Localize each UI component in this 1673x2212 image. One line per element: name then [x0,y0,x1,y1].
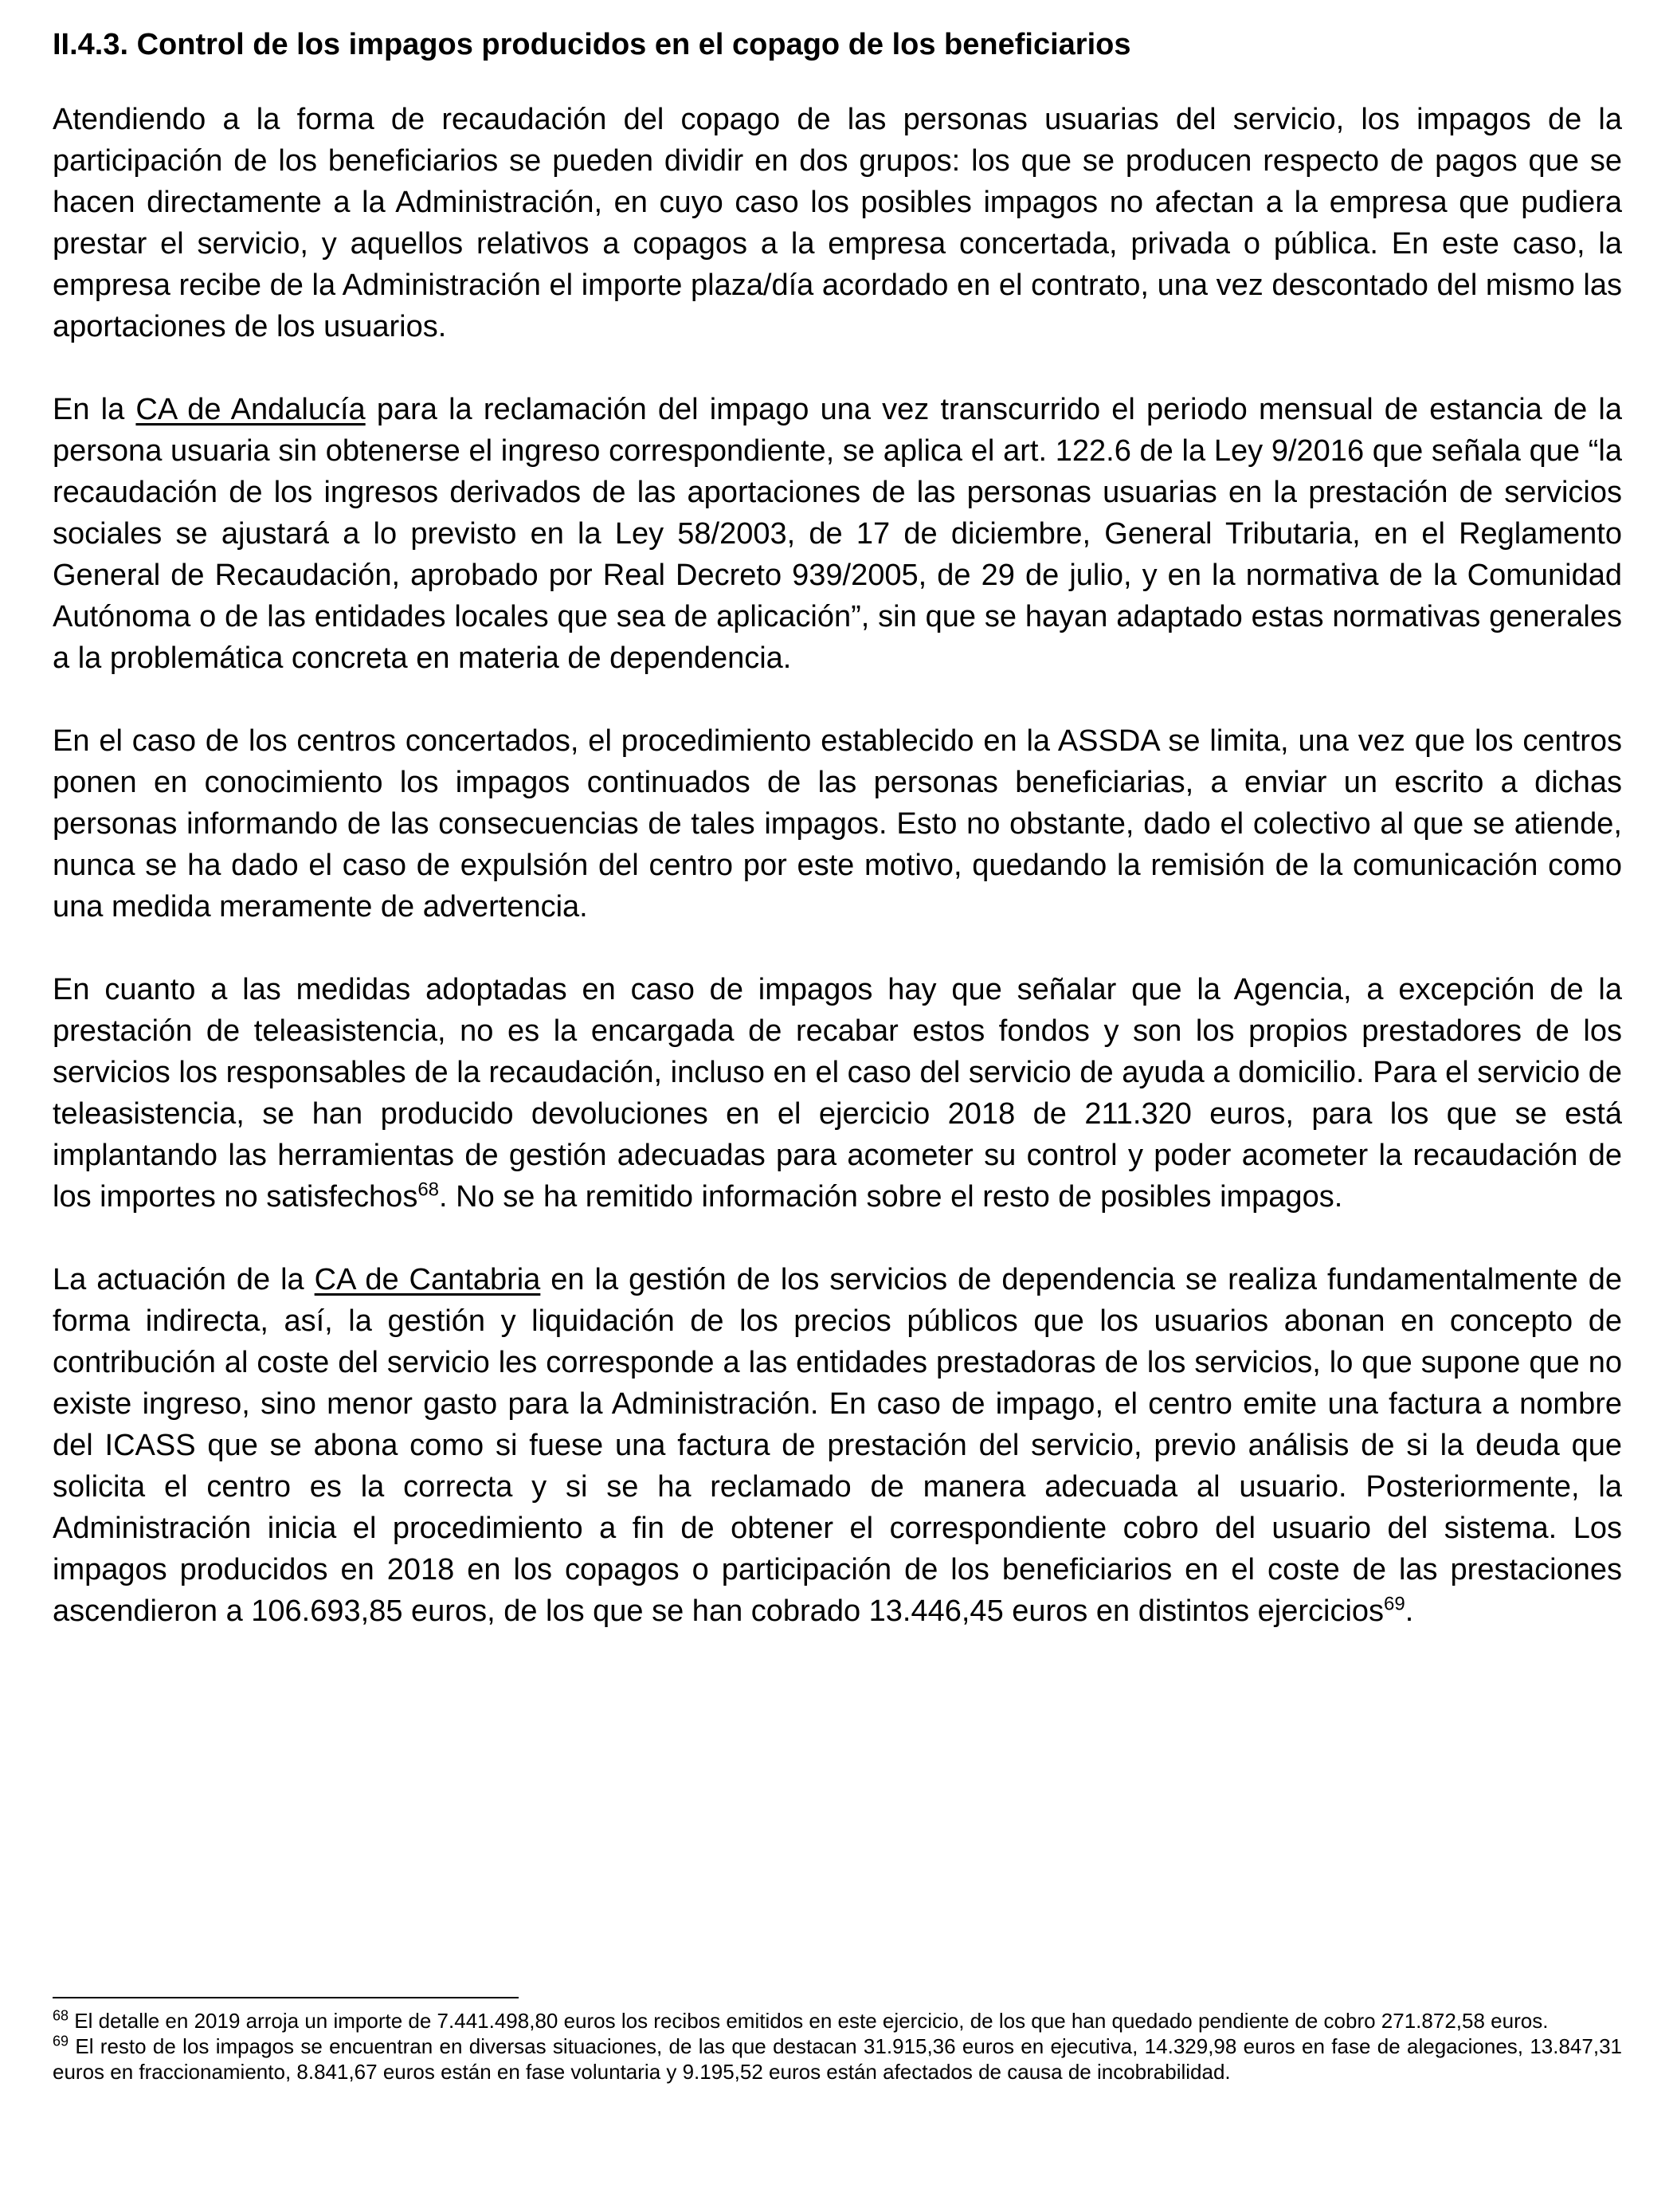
paragraph-text: en la gestión de los servicios de dependencia se realiza fundamentalmente de forma indirecta, así, la gestión y liquidación de los precios públicos que los usuarios abonan en concepto de contribución al coste del servicio les corresponde a las entidades prestadoras de los servicios, lo que supone que no existe ingreso, sino menor gasto para la Administración. En caso de impago, el centro emite una factura a nombre del ICASS que se abona como si fuese una factura de prestación del servicio, previo análisis de si la deuda que solicita el centro es la correcta y si se ha reclamado de manera adecuada al usuario. Posteriormente, la Administración inicia el procedimiento a fin de obtener el correspondiente cobro del usuario del sistema. Los impagos producidos en 2018 en los copagos o participación de los beneficiarios en el coste de las prestaciones ascendieron a 106.693,85 euros, de los que se han cobrado 13.446,45 euros en distintos ejercicios [53,1263,1622,1628]
footnote-69 [53,2034,1622,2085]
paragraph-text: . [1405,1594,1414,1628]
paragraph-text: En la [53,393,136,426]
paragraph-text: En cuanto a las medidas adoptadas en caso de impagos hay que señalar que la Agencia, a excepción de la prestación de teleasistencia, no es la encargada de recabar estos fondos y son los propios prestadores de los servicios los responsables de la recaudación, incluso en el caso del servicio de ayuda a domicilio. Para el servicio de teleasistencia, se han producido devoluciones en el ejercicio 2018 de 211.320 euros, para los que se está implantando las herramientas de gestión adecuadas para acometer su control y poder acometer la recaudación de los importes no satisfechos [53,973,1622,1214]
paragraph-text: En el caso de los centros concertados, el procedimiento establecido en la ASSDA se limita, una vez que los centros ponen en conocimiento los impagos continuados de las personas beneficiarias, a enviar un escrito a dichas personas informando de las consecuencias de tales impagos. Esto no obstante, dado el colectivo al que se atiende, nunca se ha dado el caso de expulsión del centro por este motivo, quedando la remisión de la comunicación como una medida meramente de advertencia. [53,724,1622,924]
region-andalucia-underlined: CA de Andalucía [135,393,366,426]
paragraph-text: para la reclamación del impago una vez transcurrido el periodo mensual de estancia de la persona usuaria sin obtenerse el ingreso correspondiente, se aplica el art. 122.6 de la Ley 9/2016 que señala que “la recaudación de los ingresos derivados de las aportaciones de las personas usuarias en la prestación de servicios sociales se ajustará a lo previsto en la Ley 58/2003, de 17 de diciembre, General Tributaria, en el Reglamento General de Recaudación, aprobado por Real Decreto 939/2005, de 29 de julio, y en la normativa de la Comunidad Autónoma o de las entidades locales que sea de aplicación”, sin que se hayan adaptado estas normativas generales a la problemática concreta en materia de dependencia. [53,393,1622,675]
footnote-ref-69[interactable]: 69 [1384,1593,1405,1615]
paragraph-text: Atendiendo a la forma de recaudación del copago de las personas usuarias del servicio, los impagos de la participación de los beneficiarios se pueden dividir en dos grupos: los que se producen respecto de pagos que se hacen directamente a la Administración, en cuyo caso los posibles impagos no afectan a la empresa que pudiera prestar el servicio, y aquellos relativos a copagos a la empresa concertada, privada o pública. En este caso, la empresa recibe de la Administración el importe plaza/día acordado en el contrato, una vez descontado del mismo las aportaciones de los usuarios. [53,103,1622,343]
footnote-text: El detalle en 2019 arroja un importe de 7.441.498,80 euros los recibos emitidos en este ejercicio, de los que han quedado pendiente de cobro 271.872,58 euros. [69,2009,1549,2033]
footnote-text: El resto de los impagos se encuentran en diversas situaciones, de las que destacan 31.915,36 euros en ejecutiva, 14.329,98 euros en fase de alegaciones, 13.847,31 euros en fraccionamiento, 8.841,67 euros están en fase voluntaria y 9.195,52 euros están afectados de causa de incobrabilidad. [53,2034,1622,2084]
paragraph-copago-recaudacion [53,99,1622,347]
footnote-divider [53,1997,519,1998]
footnote-number: 68 [53,2007,69,2024]
paragraph-text: . No se ha remitido información sobre el resto de posibles impagos. [439,1180,1343,1214]
paragraph-andalucia [53,389,1622,679]
paragraph-text: La actuación de la [53,1263,315,1296]
region-cantabria-underlined: CA de Cantabria [314,1263,541,1296]
paragraph-medidas-impagos [53,969,1622,1218]
paragraph-cantabria [53,1259,1622,1632]
section-heading: II.4.3. Control de los impagos producidos en el copago de los beneficiarios [53,28,1131,61]
paragraph-centros-concertados [53,720,1622,928]
footnotes-section [53,1997,1622,2085]
footnote-number: 69 [53,2033,69,2049]
footnote-68 [53,2008,1622,2034]
document-body [53,24,1622,1673]
footnote-ref-68[interactable]: 68 [417,1179,440,1201]
